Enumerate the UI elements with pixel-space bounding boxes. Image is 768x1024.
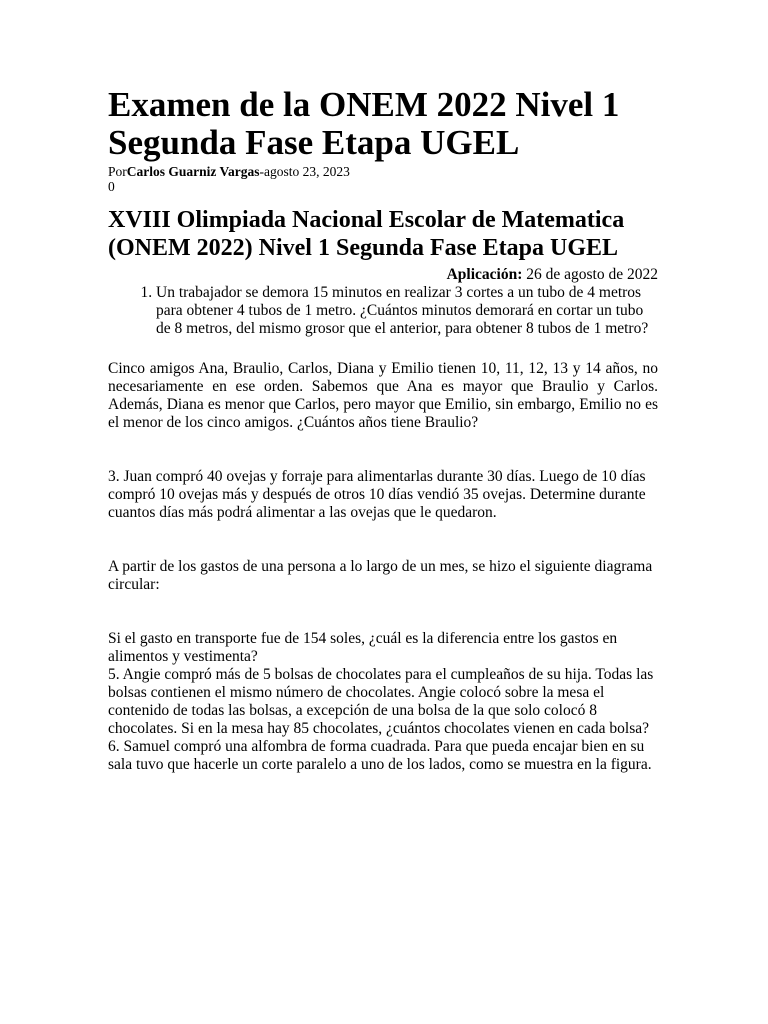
- question-list: [108, 284, 658, 338]
- question-2: Cinco amigos Ana, Braulio, Carlos, Diana y Emilio tienen 10, 11, 12, 13 y 14 años, no necesariamente en ese orden. Sabemos que Ana es mayor que Braulio y Carlos. Además, Diana es menor que Carlos, pero mayor que Emilio, sin embargo, Emilio no es el menor de los cinco amigos. ¿Cuántos años tiene Braulio?: [108, 360, 658, 431]
- question-4-followup: Si el gasto en transporte fue de 154 soles, ¿cuál es la diferencia entre los gastos en alimentos y vestimenta?: [108, 630, 618, 665]
- byline-separator: -: [259, 164, 265, 179]
- question-3: 3. Juan compró 40 ovejas y forraje para alimentarlas durante 30 días. Luego de 10 días compró 10 ovejas más y después de otros 10 días vendió 35 ovejas. Determine durante cuantos días más podrá alimentar a las ovejas que le quedaron.: [108, 468, 646, 521]
- article-subtitle: XVIII Olimpiada Nacional Escolar de Matematica (ONEM 2022) Nivel 1 Segunda Fase Etapa UGEL: [108, 207, 625, 261]
- byline-prefix: Por: [108, 164, 127, 179]
- comment-count[interactable]: 0: [108, 179, 115, 194]
- question-6: 6. Samuel compró una alfombra de forma cuadrada. Para que pueda encajar bien en su sala tuvo que hacerle un corte paralelo a uno de los lados, como se muestra en la figura.: [108, 738, 652, 773]
- application-label: Aplicación:: [446, 266, 523, 283]
- byline: [108, 164, 658, 179]
- publish-date: agosto 23, 2023: [264, 164, 350, 179]
- author-link[interactable]: Carlos Guarniz Vargas: [126, 164, 260, 179]
- article: [108, 86, 658, 774]
- question-4: A partir de los gastos de una persona a lo largo de un mes, se hizo el siguiente diagrama circular:: [108, 558, 653, 593]
- application-value: 26 de agosto de 2022: [522, 266, 658, 283]
- application-date: [108, 266, 658, 284]
- article-title: Examen de la ONEM 2022 Nivel 1 Segunda Fase Etapa UGEL: [108, 85, 620, 162]
- question-5: 5. Angie compró más de 5 bolsas de chocolates para el cumpleaños de su hija. Todas las bolsas contienen el mismo número de chocolates. Angie colocó sobre la mesa el contenido de todas las bolsas, a excepción de una bolsa de la que solo colocó 8 chocolates. Si en la mesa hay 85 chocolates, ¿cuántos chocolates vienen en cada bolsa?: [108, 666, 654, 737]
- question-1: 1. Un trabajador se demora 15 minutos en realizar 3 cortes a un tubo de 4 metros para obtener 4 tubos de 1 metro. ¿Cuántos minutos demorará en cortar un tubo de 8 metros, del mismo grosor que el anterior, para obtener 8 tubos de 1 metro?: [156, 284, 658, 338]
